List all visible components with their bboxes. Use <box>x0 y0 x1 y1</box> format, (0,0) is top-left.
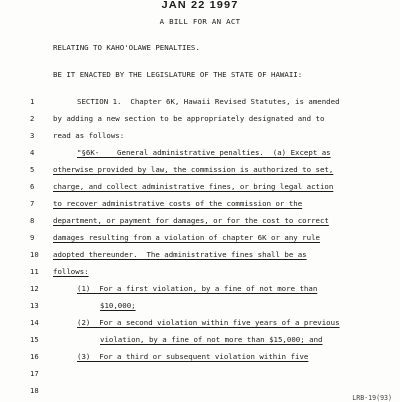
body-line <box>0 369 400 385</box>
line-text: to recover administrative costs of the commission or the <box>53 199 303 208</box>
form-code: LRB-19(93) <box>352 394 392 402</box>
body-line <box>0 267 400 283</box>
line-text: charge, and collect administrative fines, or bring legal action <box>53 182 334 191</box>
line-number: 16 <box>30 352 39 361</box>
line-text: otherwise provided by law, the commission is authorized to set, <box>53 165 334 174</box>
line-number: 9 <box>30 233 35 242</box>
line-number: 4 <box>30 148 35 157</box>
line-text: (2) For a second violation within five years of a previous <box>77 318 340 327</box>
line-number: 12 <box>30 284 39 293</box>
body-line <box>0 301 400 317</box>
enacting-clause: BE IT ENACTED BY THE LEGISLATURE OF THE STATE OF HAWAII: <box>53 70 303 79</box>
line-number: 5 <box>30 165 35 174</box>
body-line <box>0 97 400 113</box>
relating-clause: RELATING TO KAHO'OLAWE PENALTIES. <box>53 43 200 52</box>
body-line <box>0 250 400 266</box>
line-number: 10 <box>30 250 39 259</box>
line-text: SECTION 1. Chapter 6K, Hawaii Revised Statutes, is amended <box>77 97 340 106</box>
body-line <box>0 216 400 232</box>
line-text: follows: <box>53 267 89 276</box>
line-number: 14 <box>30 318 39 327</box>
body-line <box>0 284 400 300</box>
body-line <box>0 131 400 147</box>
line-text: violation, by a fine of not more than $15,000; and <box>100 335 323 344</box>
line-number: 11 <box>30 267 39 276</box>
body-line <box>0 352 400 368</box>
body-line <box>0 182 400 198</box>
line-text: damages resulting from a violation of chapter 6K or any rule <box>53 233 320 242</box>
line-text: $10,000; <box>100 301 136 310</box>
line-text: read as follows: <box>53 131 125 140</box>
line-number: 15 <box>30 335 39 344</box>
line-number: 13 <box>30 301 39 310</box>
line-text: "§6K- General administrative penalties. (a) Except as <box>77 148 331 157</box>
line-number: 18 <box>30 386 39 395</box>
line-number: 3 <box>30 131 35 140</box>
line-text: adopted thereunder. The administrative fines shall be as <box>53 250 307 259</box>
bill-title: A BILL FOR AN ACT <box>159 17 241 26</box>
line-number: 7 <box>30 199 35 208</box>
line-number: 6 <box>30 182 35 191</box>
body-line <box>0 233 400 249</box>
date-stamp: JAN 22 1997 <box>161 0 239 11</box>
line-text: by adding a new section to be appropriately designated and to <box>53 114 325 123</box>
line-number: 17 <box>30 369 39 378</box>
line-number: 8 <box>30 216 35 225</box>
line-number: 2 <box>30 114 35 123</box>
line-text: (3) For a third or subsequent violation within five <box>77 352 309 361</box>
body-line <box>0 148 400 164</box>
body-line <box>0 199 400 215</box>
line-text: (1) For a first violation, by a fine of not more than <box>77 284 318 293</box>
body-line <box>0 318 400 334</box>
line-text: department, or payment for damages, or for the cost to correct <box>53 216 329 225</box>
body-line <box>0 114 400 130</box>
line-number: 1 <box>30 97 35 106</box>
body-line <box>0 335 400 351</box>
body-line <box>0 165 400 181</box>
